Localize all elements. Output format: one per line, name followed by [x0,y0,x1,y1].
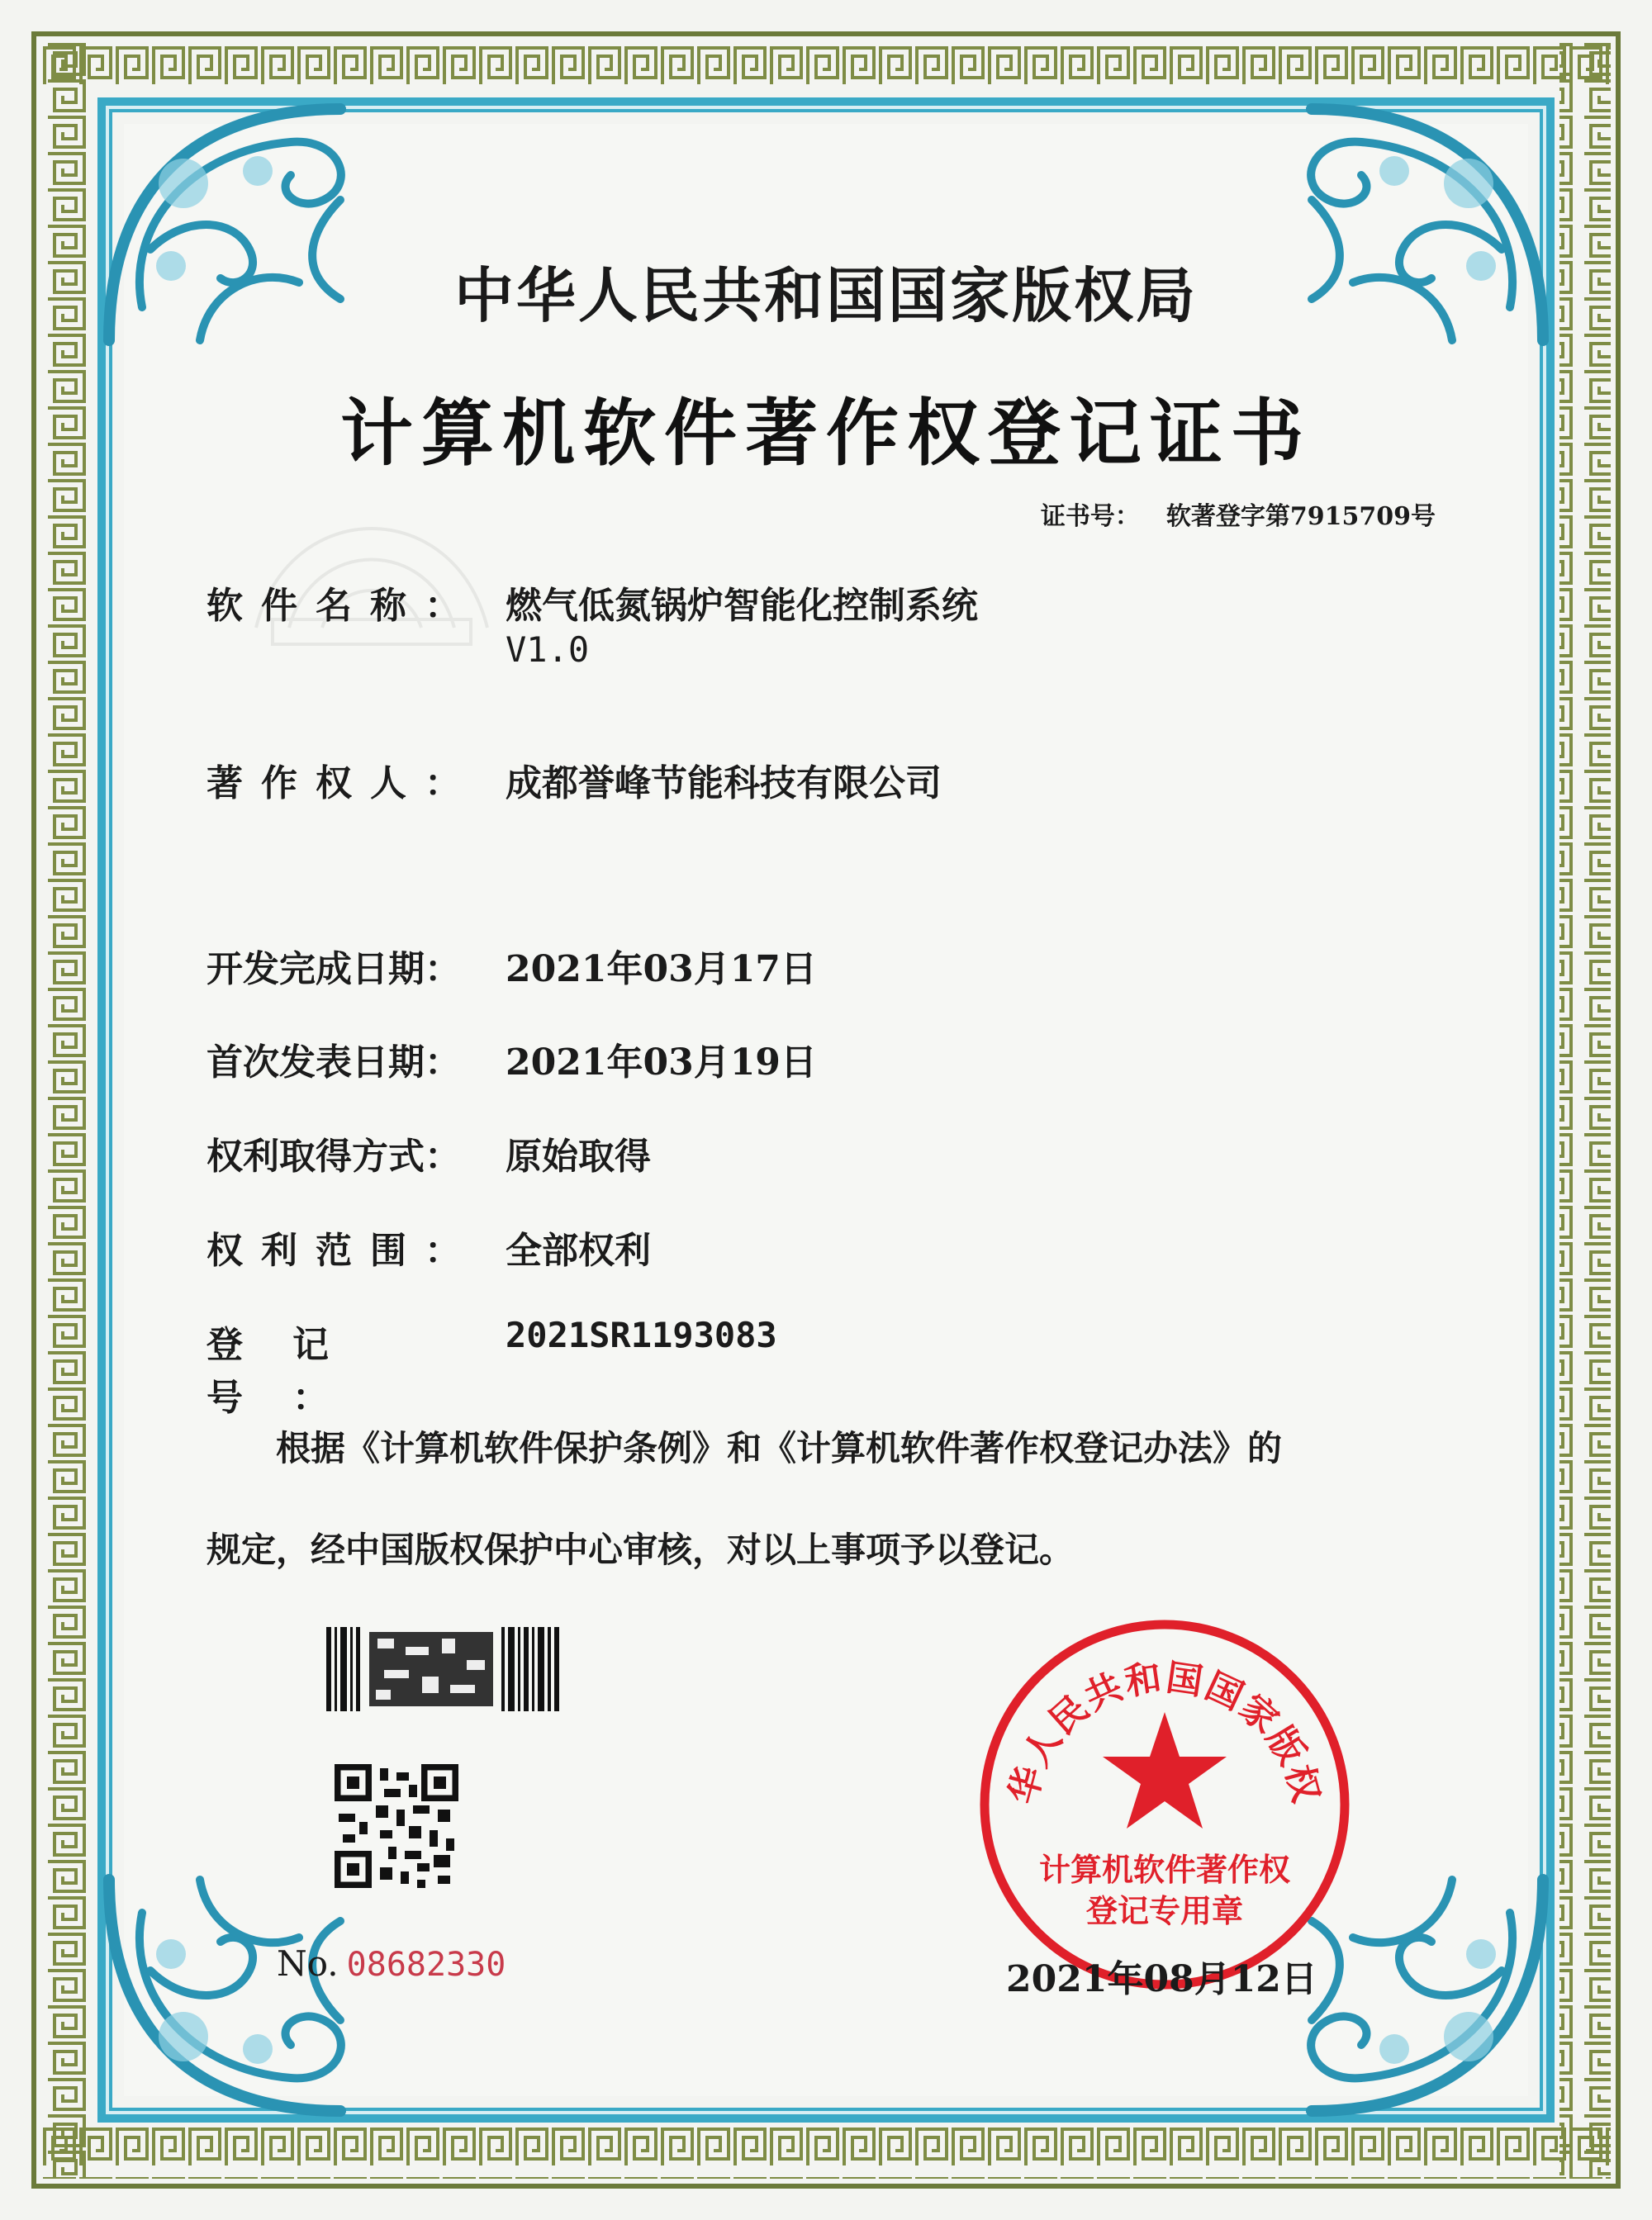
barcode [326,1627,562,1711]
software-version: V1.0 [506,629,590,670]
issue-date: 2021年08月12日 [1006,1958,1317,2000]
field-label: 权利取得方式： [206,1136,461,1178]
field-value: 全部权利 [506,1230,651,1272]
field-copyright-owner [206,753,942,806]
field-acquisition-method [206,1127,651,1179]
certificate-title: 计算机软件著作权登记证书 [339,390,1312,476]
official-seal [975,1615,1355,1995]
field-label: 软件名称： [206,585,479,627]
field-value: 2021年03月17日 [506,948,817,990]
field-label: 登记号： [206,1324,378,1419]
seal-outer-text: 华人民共和国国家版权 [1001,1656,1328,1809]
field-value [506,576,978,671]
field-label: 权利范围： [206,1230,479,1272]
seal-star-icon [1103,1712,1227,1829]
ornament-corner-bottom-left [93,1855,365,2128]
field-first-publish-date [206,1032,817,1085]
field-registration-no [206,1315,777,1421]
statement-line1: 根据《计算机软件保护条例》和《计算机软件著作权登记办法》的 [276,1428,1283,1468]
statement-line2: 规定，经中国版权保护中心审核，对以上事项予以登记。 [206,1530,1075,1570]
serial-number [277,1943,506,1984]
certificate-number [1041,496,1436,532]
cert-no-value: 软著登字第7915709号 [1165,502,1436,531]
cert-no-label: 证书号： [1040,502,1140,531]
field-value: 成都誉峰节能科技有限公司 [506,762,942,804]
field-software-name [206,576,978,670]
software-name-line1: 燃气低氮锅炉智能化控制系统 [506,585,978,627]
watermark-emblem [240,462,504,661]
authority-title: 中华人民共和国国家版权局 [453,260,1198,330]
field-dev-completion-date [206,939,817,992]
qr-code [335,1763,458,1889]
serial-value: 08682330 [346,1946,506,1984]
field-value: 2021SR1193083 [506,1315,777,1355]
seal-inner-line2: 登记专用章 [1085,1893,1244,1929]
field-value: 2021年03月19日 [506,1041,817,1084]
field-rights-scope [206,1221,651,1274]
seal-inner-line1: 计算机软件著作权 [1038,1852,1291,1888]
field-label: 开发完成日期： [206,948,461,990]
field-value: 原始取得 [506,1136,651,1178]
field-label: 著作权人： [206,762,479,804]
serial-label: No. [277,1943,339,1984]
field-label: 首次发表日期： [206,1041,461,1084]
